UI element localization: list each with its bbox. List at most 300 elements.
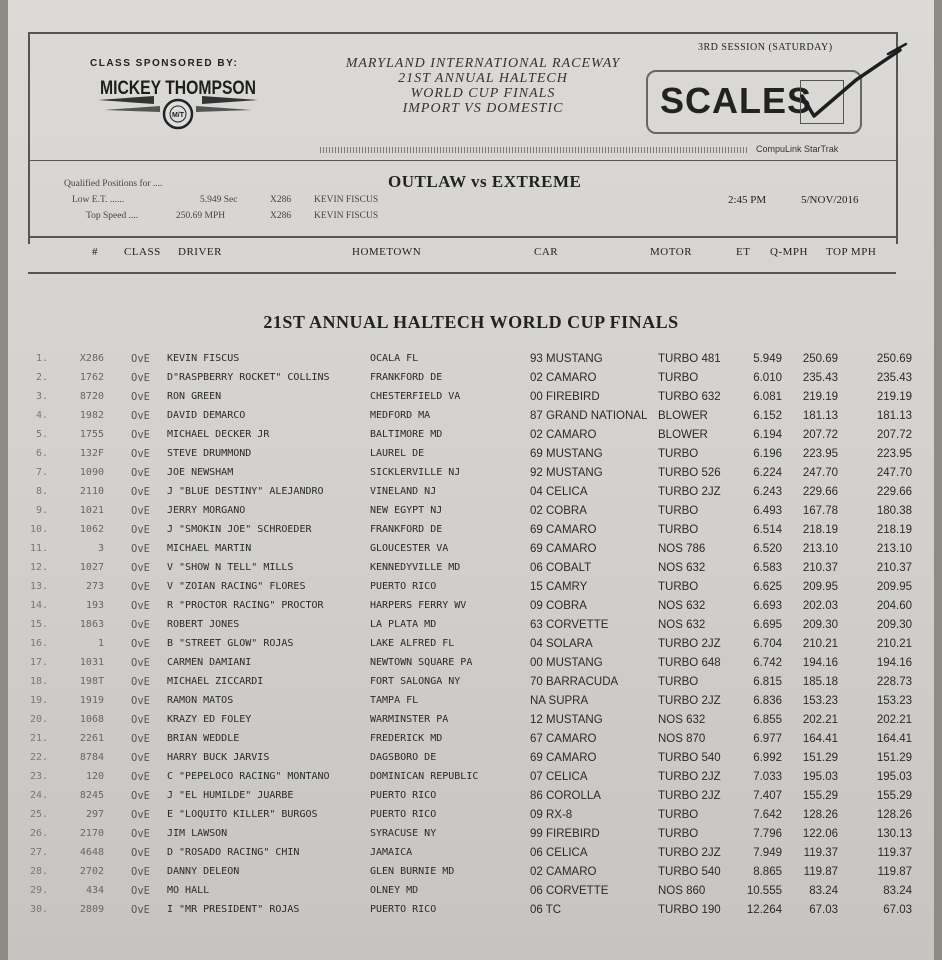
row-hometown: TAMPA FL: [370, 695, 419, 706]
row-top-mph: 194.16: [876, 657, 912, 669]
row-hometown: CHESTERFIELD VA: [370, 391, 461, 402]
table-row: [8, 389, 934, 408]
row-et: 5.949: [753, 353, 782, 365]
row-car: 02 CAMARO: [530, 372, 597, 384]
col-driver: DRIVER: [178, 246, 222, 258]
row-top-mph: 207.72: [876, 429, 912, 441]
row-car: 06 TC: [530, 904, 562, 916]
row-driver: B "STREET GLOW" ROJAS: [167, 638, 294, 649]
row-motor: TURBO 190: [658, 904, 721, 916]
row-class: OvE: [131, 505, 150, 517]
row-class: OvE: [131, 676, 150, 688]
row-et: 6.855: [753, 714, 782, 726]
row-motor: TURBO: [658, 372, 699, 384]
table-row: [8, 408, 934, 427]
row-car-number: 132F: [79, 448, 104, 459]
row-qmph: 209.95: [802, 581, 838, 593]
row-class: OvE: [131, 866, 150, 878]
row-position: 3.: [35, 391, 48, 402]
row-et: 6.152: [753, 410, 782, 422]
row-qmph: 210.37: [802, 562, 838, 574]
row-position: 2.: [35, 372, 48, 383]
row-driver: D"RASPBERRY ROCKET" COLLINS: [167, 372, 330, 383]
table-row: [8, 579, 934, 598]
table-row: [8, 617, 934, 636]
row-qmph: 122.06: [802, 828, 838, 840]
row-qmph: 153.23: [802, 695, 838, 707]
row-car: 02 COBRA: [530, 505, 587, 517]
row-car: 04 SOLARA: [530, 638, 593, 650]
row-qmph: 210.21: [802, 638, 838, 650]
row-qmph: 218.19: [802, 524, 838, 536]
row-car: 69 CAMARO: [530, 524, 597, 536]
row-qmph: 223.95: [802, 448, 838, 460]
row-car-number: 3: [97, 543, 104, 554]
mickey-thompson-logo: [94, 70, 262, 134]
columns-top-rule: [28, 236, 896, 238]
row-class: OvE: [131, 391, 150, 403]
row-position: 21.: [29, 733, 48, 744]
row-class: OvE: [131, 619, 150, 631]
row-car-number: X286: [79, 353, 104, 364]
row-driver: I "MR PRESIDENT" ROJAS: [167, 904, 300, 915]
row-hometown: VINELAND NJ: [370, 486, 437, 497]
row-car: 69 MUSTANG: [530, 448, 603, 460]
event-line: IMPORT VS DOMESTIC: [402, 101, 564, 116]
row-car: 04 CELICA: [530, 486, 588, 498]
row-car-number: 434: [85, 885, 104, 896]
row-top-mph: 228.73: [876, 676, 912, 688]
row-top-mph: 229.66: [876, 486, 912, 498]
table-row: [8, 446, 934, 465]
row-et: 6.010: [753, 372, 782, 384]
row-class: OvE: [131, 714, 150, 726]
top-speed-label: Top Speed ....: [86, 211, 139, 221]
row-position: 8.: [35, 486, 48, 497]
row-qmph: 185.18: [802, 676, 838, 688]
row-car: 09 COBRA: [530, 600, 587, 612]
row-position: 30.: [29, 904, 48, 915]
row-driver: JOE NEWSHAM: [167, 467, 234, 478]
row-top-mph: 83.24: [883, 885, 912, 897]
row-class: OvE: [131, 657, 150, 669]
row-class: OvE: [131, 828, 150, 840]
row-motor: NOS 632: [658, 562, 706, 574]
row-top-mph: 210.21: [876, 638, 912, 650]
row-driver: C "PEPELOCO RACING" MONTANO: [167, 771, 330, 782]
row-motor: NOS 632: [658, 714, 706, 726]
row-car-number: 193: [85, 600, 104, 611]
row-hometown: GLOUCESTER VA: [370, 543, 449, 554]
row-et: 6.693: [753, 600, 782, 612]
row-position: 11.: [29, 543, 48, 554]
table-row: [8, 484, 934, 503]
row-car-number: 2170: [79, 828, 104, 839]
row-top-mph: 180.38: [876, 505, 912, 517]
row-qmph: 250.69: [802, 353, 838, 365]
row-top-mph: 235.43: [876, 372, 912, 384]
row-et: 7.642: [753, 809, 782, 821]
row-class: OvE: [131, 448, 150, 460]
row-position: 6.: [35, 448, 48, 459]
row-top-mph: 153.23: [876, 695, 912, 707]
checkmark-icon: [768, 38, 918, 128]
row-motor: TURBO: [658, 505, 699, 517]
table-row: [8, 598, 934, 617]
row-hometown: OLNEY MD: [370, 885, 419, 896]
row-hometown: PUERTO RICO: [370, 790, 437, 801]
row-car: 09 RX-8: [530, 809, 573, 821]
row-et: 12.264: [746, 904, 782, 916]
row-qmph: 202.03: [802, 600, 838, 612]
row-motor: TURBO: [658, 828, 699, 840]
row-et: 6.081: [753, 391, 782, 403]
row-top-mph: 209.95: [876, 581, 912, 593]
dotted-rule: [320, 147, 748, 153]
row-motor: TURBO: [658, 524, 699, 536]
row-class: OvE: [131, 524, 150, 536]
row-position: 15.: [29, 619, 48, 630]
row-car: 63 CORVETTE: [530, 619, 609, 631]
row-position: 16.: [29, 638, 48, 649]
row-top-mph: 218.19: [876, 524, 912, 536]
row-class: OvE: [131, 733, 150, 745]
table-row: [8, 902, 934, 921]
table-row: [8, 655, 934, 674]
row-car: 69 CAMARO: [530, 752, 597, 764]
row-top-mph: 155.29: [876, 790, 912, 802]
row-car-number: 8720: [79, 391, 104, 402]
low-et-car: X286: [270, 195, 292, 205]
row-car-number: 2702: [79, 866, 104, 877]
row-class: OvE: [131, 372, 150, 384]
table-row: [8, 560, 934, 579]
row-top-mph: 247.70: [876, 467, 912, 479]
low-et-label: Low E.T. ......: [72, 195, 125, 205]
qualified-label: Qualified Positions for ....: [64, 179, 163, 189]
row-et: 6.196: [753, 448, 782, 460]
row-hometown: JAMAICA: [370, 847, 413, 858]
row-class: OvE: [131, 904, 150, 916]
row-car-number: 2809: [79, 904, 104, 915]
row-driver: RON GREEN: [167, 391, 222, 402]
row-top-mph: 209.30: [876, 619, 912, 631]
row-et: 7.949: [753, 847, 782, 859]
row-car: 07 CELICA: [530, 771, 588, 783]
table-row: [8, 883, 934, 902]
row-qmph: 151.29: [802, 752, 838, 764]
row-qmph: 167.78: [802, 505, 838, 517]
complink-label: CompuLink StarTrak: [756, 144, 839, 154]
row-driver: BRIAN WEDDLE: [167, 733, 240, 744]
row-qmph: 119.87: [803, 866, 838, 878]
row-car: 99 FIREBIRD: [530, 828, 600, 840]
row-car: 06 CELICA: [530, 847, 588, 859]
table-row: [8, 541, 934, 560]
row-top-mph: 164.41: [876, 733, 912, 745]
row-hometown: SICKLERVILLE NJ: [370, 467, 461, 478]
row-driver: MICHAEL DECKER JR: [167, 429, 270, 440]
row-driver: J "BLUE DESTINY" ALEJANDRO: [167, 486, 324, 497]
row-motor: NOS 786: [658, 543, 706, 555]
row-car-number: 8784: [79, 752, 104, 763]
row-position: 1.: [35, 353, 48, 364]
row-hometown: OCALA FL: [370, 353, 419, 364]
table-row: [8, 636, 934, 655]
row-et: 6.514: [753, 524, 782, 536]
row-motor: TURBO 2JZ: [658, 638, 721, 650]
row-driver: ROBERT JONES: [167, 619, 240, 630]
row-driver: KRAZY ED FOLEY: [167, 714, 252, 725]
row-driver: STEVE DRUMMOND: [167, 448, 252, 459]
section-title: 21ST ANNUAL HALTECH WORLD CUP FINALS: [263, 312, 679, 332]
row-et: 7.033: [753, 771, 782, 783]
row-top-mph: 67.03: [883, 904, 912, 916]
row-et: 6.742: [753, 657, 782, 669]
row-top-mph: 210.37: [876, 562, 912, 574]
row-hometown: LAUREL DE: [370, 448, 425, 459]
row-top-mph: 151.29: [876, 752, 912, 764]
row-hometown: FORT SALONGA NY: [370, 676, 461, 687]
col-hometown: HOMETOWN: [352, 246, 422, 258]
row-hometown: BALTIMORE MD: [370, 429, 443, 440]
row-motor: TURBO: [658, 448, 699, 460]
row-hometown: PUERTO RICO: [370, 904, 437, 915]
row-motor: NOS 860: [658, 885, 706, 897]
table-row: [8, 674, 934, 693]
table-row: [8, 503, 934, 522]
race-date: 5/NOV/2016: [801, 194, 859, 206]
row-class: OvE: [131, 486, 150, 498]
row-driver: JERRY MORGANO: [167, 505, 246, 516]
row-top-mph: 181.13: [876, 410, 912, 422]
col-num: #: [92, 246, 98, 258]
row-driver: JIM LAWSON: [167, 828, 228, 839]
table-row: [8, 693, 934, 712]
row-driver: J "SMOKIN JOE" SCHROEDER: [167, 524, 312, 535]
row-position: 29.: [29, 885, 48, 896]
table-row: [8, 712, 934, 731]
event-line: MARYLAND INTERNATIONAL RACEWAY: [345, 56, 621, 71]
row-hometown: WARMINSTER PA: [370, 714, 449, 725]
row-position: 24.: [29, 790, 48, 801]
row-car-number: 1755: [79, 429, 104, 440]
row-qmph: 213.10: [802, 543, 838, 555]
row-hometown: DAGSBORO DE: [370, 752, 437, 763]
table-row: [8, 864, 934, 883]
row-car: 00 MUSTANG: [530, 657, 603, 669]
row-car: NA SUPRA: [530, 695, 589, 707]
row-qmph: 195.03: [802, 771, 838, 783]
columns-bottom-rule: [28, 272, 896, 274]
row-qmph: 229.66: [802, 486, 838, 498]
row-hometown: NEW EGYPT NJ: [370, 505, 443, 516]
row-car: 06 CORVETTE: [530, 885, 609, 897]
row-et: 7.407: [753, 790, 782, 802]
row-car-number: 2110: [79, 486, 104, 497]
row-et: 6.224: [753, 467, 782, 479]
row-position: 27.: [29, 847, 48, 858]
row-qmph: 202.21: [802, 714, 838, 726]
row-et: 6.977: [753, 733, 782, 745]
row-class: OvE: [131, 885, 150, 897]
row-class: OvE: [131, 562, 150, 574]
row-position: 13.: [29, 581, 48, 592]
row-motor: TURBO 632: [658, 391, 721, 403]
row-class: OvE: [131, 809, 150, 821]
row-position: 17.: [29, 657, 48, 668]
row-motor: TURBO 2JZ: [658, 847, 721, 859]
row-class: OvE: [131, 581, 150, 593]
row-qmph: 119.37: [803, 847, 838, 859]
row-motor: NOS 870: [658, 733, 706, 745]
row-driver: V "SHOW N TELL" MILLS: [167, 562, 294, 573]
row-motor: TURBO 2JZ: [658, 695, 721, 707]
row-et: 6.704: [753, 638, 782, 650]
row-position: 23.: [29, 771, 48, 782]
row-car: 02 CAMARO: [530, 429, 597, 441]
row-position: 5.: [35, 429, 48, 440]
row-motor: TURBO: [658, 809, 699, 821]
row-position: 12.: [29, 562, 48, 573]
col-class: CLASS: [124, 246, 161, 258]
table-row: [8, 465, 934, 484]
table-row: [8, 826, 934, 845]
row-position: 4.: [35, 410, 48, 421]
col-motor: MOTOR: [650, 246, 693, 258]
row-car: 12 MUSTANG: [530, 714, 603, 726]
row-car-number: 1062: [79, 524, 104, 535]
row-driver: J "EL HUMILDE" JUARBE: [167, 790, 294, 801]
sponsor-label: CLASS SPONSORED BY:: [90, 58, 239, 69]
row-class: OvE: [131, 410, 150, 422]
row-car-number: 2261: [79, 733, 104, 744]
table-row: [8, 807, 934, 826]
col-qmph: Q-MPH: [770, 246, 808, 258]
row-motor: TURBO: [658, 581, 699, 593]
row-qmph: 194.16: [802, 657, 838, 669]
row-car: 86 COROLLA: [530, 790, 601, 802]
row-class: OvE: [131, 467, 150, 479]
row-position: 28.: [29, 866, 48, 877]
row-class: OvE: [131, 847, 150, 859]
row-qmph: 155.29: [802, 790, 838, 802]
row-car: 15 CAMRY: [530, 581, 588, 593]
row-motor: TURBO 481: [658, 353, 721, 365]
row-et: 6.625: [753, 581, 782, 593]
row-hometown: FREDERICK MD: [370, 733, 443, 744]
row-qmph: 235.43: [802, 372, 838, 384]
race-title: OUTLAW vs EXTREME: [388, 172, 582, 191]
row-hometown: KENNEDYVILLE MD: [370, 562, 461, 573]
row-hometown: LAKE ALFRED FL: [370, 638, 455, 649]
row-position: 7.: [35, 467, 48, 478]
row-car-number: 1762: [79, 372, 104, 383]
row-driver: R "PROCTOR RACING" PROCTOR: [167, 600, 324, 611]
row-car-number: 1: [97, 638, 104, 649]
row-et: 6.815: [753, 676, 782, 688]
row-top-mph: 119.87: [877, 866, 912, 878]
row-class: OvE: [131, 543, 150, 555]
table-row: [8, 731, 934, 750]
row-car: 93 MUSTANG: [530, 353, 603, 365]
row-driver: MICHAEL MARTIN: [167, 543, 252, 554]
row-top-mph: 128.26: [876, 809, 912, 821]
header-divider: [28, 160, 896, 161]
row-et: 6.194: [753, 429, 782, 441]
row-motor: NOS 632: [658, 600, 706, 612]
col-et: ET: [736, 246, 751, 258]
row-top-mph: 130.13: [876, 828, 912, 840]
row-car: 70 BARRACUDA: [530, 676, 619, 688]
row-car-number: 1068: [79, 714, 104, 725]
row-hometown: FRANKFORD DE: [370, 524, 443, 535]
row-et: 6.493: [753, 505, 782, 517]
row-hometown: PUERTO RICO: [370, 809, 437, 820]
row-position: 26.: [29, 828, 48, 839]
row-car-number: 1027: [79, 562, 104, 573]
table-row: [8, 427, 934, 446]
row-motor: NOS 632: [658, 619, 706, 631]
logo-text: MICKEY THOMPSON: [100, 78, 256, 99]
row-et: 7.796: [753, 828, 782, 840]
row-et: 6.836: [753, 695, 782, 707]
row-hometown: SYRACUSE NY: [370, 828, 437, 839]
row-motor: TURBO 2JZ: [658, 486, 721, 498]
row-motor: BLOWER: [658, 410, 708, 422]
race-time: 2:45 PM: [728, 194, 767, 206]
row-car-number: 297: [85, 809, 104, 820]
row-car: 06 COBALT: [530, 562, 592, 574]
table-row: [8, 351, 934, 370]
row-car: 67 CAMARO: [530, 733, 597, 745]
row-hometown: PUERTO RICO: [370, 581, 437, 592]
results-sheet: [8, 0, 934, 960]
row-top-mph: 250.69: [876, 353, 912, 365]
row-car-number: 1031: [79, 657, 104, 668]
row-et: 6.583: [753, 562, 782, 574]
row-motor: TURBO 526: [658, 467, 721, 479]
row-car-number: 198T: [79, 676, 104, 687]
low-et-driver: KEVIN FISCUS: [314, 195, 379, 205]
row-qmph: 209.30: [802, 619, 838, 631]
row-motor: TURBO 540: [658, 866, 721, 878]
col-car: CAR: [534, 246, 559, 258]
row-motor: BLOWER: [658, 429, 708, 441]
row-top-mph: 202.21: [876, 714, 912, 726]
row-motor: TURBO 540: [658, 752, 721, 764]
row-car-number: 1919: [79, 695, 104, 706]
row-driver: DANNY DELEON: [167, 866, 240, 877]
row-qmph: 164.41: [802, 733, 838, 745]
row-driver: RAMON MATOS: [167, 695, 234, 706]
row-top-mph: 204.60: [876, 600, 912, 612]
row-class: OvE: [131, 771, 150, 783]
row-car: 00 FIREBIRD: [530, 391, 600, 403]
row-car-number: 8245: [79, 790, 104, 801]
table-row: [8, 788, 934, 807]
row-car: 69 CAMARO: [530, 543, 597, 555]
row-motor: TURBO 648: [658, 657, 721, 669]
row-class: OvE: [131, 752, 150, 764]
row-top-mph: 195.03: [876, 771, 912, 783]
row-et: 6.520: [753, 543, 782, 555]
row-qmph: 181.13: [802, 410, 838, 422]
table-row: [8, 769, 934, 788]
top-speed-driver: KEVIN FISCUS: [314, 211, 379, 221]
row-qmph: 128.26: [802, 809, 838, 821]
event-title: [308, 56, 658, 116]
